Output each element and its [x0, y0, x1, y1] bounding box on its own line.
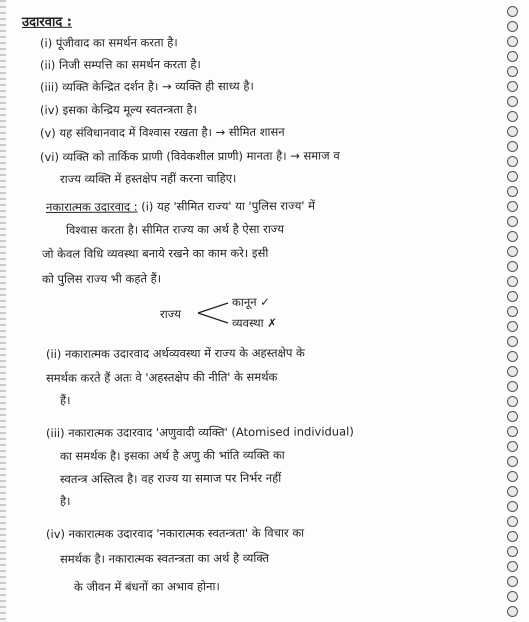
spiral-hole — [507, 186, 518, 197]
spiral-hole — [507, 441, 518, 452]
point-6-continued-text: राज्य व्यक्ति में हस्तक्षेप नहीं करना चाहिए। — [59, 171, 237, 186]
spiral-hole — [507, 336, 518, 347]
point-5-number: (v) — [39, 125, 56, 140]
negative-point-2-line-1: (ii) नकारात्मक उदारवाद अर्थव्यवस्था में राज्य के अहस्तक्षेप के — [45, 345, 305, 361]
spiral-hole — [507, 6, 518, 17]
point-4 — [40, 102, 197, 118]
negative-section-line-1 — [46, 199, 315, 215]
spiral-hole — [507, 501, 518, 512]
spiral-hole — [507, 261, 518, 272]
spiral-hole — [507, 606, 518, 617]
diagram-branch-order: व्यवस्था ✗ — [231, 315, 277, 330]
state-diagram — [160, 293, 360, 333]
negative-point-4-line-1: (iv) नकारात्मक उदारवाद 'नकारात्मक स्वतन्त्रता' के विचार का — [45, 525, 305, 541]
negative-point-3-line-4: है। — [59, 493, 71, 508]
point-6 — [40, 148, 340, 165]
spiral-hole — [507, 81, 518, 92]
negative-point-2-line-2: समर्थक करते हैं अतः वे 'अहस्तक्षेप की नीति' के समर्थक — [45, 369, 278, 385]
spiral-hole — [507, 21, 518, 32]
negative-section-title: नकारात्मक उदारवाद : — [45, 199, 138, 214]
spiral-hole — [507, 51, 518, 62]
heading: उदारवाद : — [21, 14, 72, 30]
spiral-hole — [507, 486, 518, 497]
spiral-hole — [507, 456, 518, 467]
point-4-number: (iv) — [39, 102, 60, 117]
negative-section-line-2: विश्वास करता है। सीमित राज्य का अर्थ है ऐसा राज्य — [65, 221, 285, 237]
spiral-hole — [507, 381, 518, 392]
diagram-branch-law: कानून ✓ — [231, 294, 270, 309]
spiral-hole — [507, 111, 518, 122]
negative-point-3-line-1: (iii) नकारात्मक उदारवाद 'अणुवादी व्यक्ति' (Atomised individual) — [45, 424, 354, 440]
point-2 — [40, 57, 201, 73]
spiral-hole — [507, 591, 518, 602]
spiral-hole — [507, 291, 518, 302]
spiral-hole — [507, 201, 518, 212]
point-2-number: (ii) — [39, 57, 56, 72]
spiral-binding — [507, 0, 521, 622]
page-left-edge — [0, 0, 6, 622]
spiral-hole — [507, 516, 518, 527]
point-1-number: (i) — [39, 35, 53, 50]
spiral-hole — [507, 171, 518, 182]
spiral-hole — [507, 366, 518, 377]
negative-section-line-3: जो केवल विधि व्यवस्था बनाये रखने का काम करे। इसी — [41, 245, 269, 261]
spiral-hole — [507, 96, 518, 107]
negative-point-3-line-2: का समर्थक है। इसका अर्थ है अणु की भांति व्यक्ति का — [59, 447, 285, 463]
point-1 — [40, 35, 178, 51]
spiral-hole — [507, 246, 518, 257]
spiral-hole — [507, 306, 518, 317]
spiral-hole — [507, 576, 518, 587]
negative-point-1-start: (i) यह 'सीमित राज्य' या 'पुलिस राज्य' में — [141, 198, 316, 214]
spiral-hole — [507, 396, 518, 407]
point-4-text: इसका केन्द्रिय मूल्य स्वतन्त्रता है। — [62, 102, 197, 117]
spiral-hole — [507, 66, 518, 77]
point-5-text: यह संविधानवाद में विश्वास रखता है। → सीमित शासन — [59, 124, 285, 140]
spiral-hole — [507, 411, 518, 422]
point-6-text: व्यक्ति को तार्किक प्राणी (विवेकशील प्राणी) मानता है। → समाज व — [62, 148, 340, 164]
point-6-number: (vi) — [39, 149, 60, 164]
point-5 — [40, 125, 285, 141]
spiral-hole — [507, 216, 518, 227]
negative-point-4-line-3: के जीवन में बंधनों का अभाव होना। — [73, 579, 220, 594]
spiral-hole — [507, 126, 518, 137]
point-2-text: निजी सम्पत्ति का समर्थन करता है। — [58, 57, 201, 72]
point-3-number: (iii) — [39, 79, 59, 94]
spiral-hole — [507, 321, 518, 332]
diagram-root: राज्य — [159, 306, 181, 321]
spiral-hole — [507, 141, 518, 152]
spiral-hole — [507, 546, 518, 557]
point-6-continued — [60, 171, 236, 187]
negative-point-4-line-2: समर्थक है। नकारात्मक स्वतन्त्रता का अर्थ है व्यक्ति — [59, 550, 270, 566]
spiral-hole — [507, 276, 518, 287]
spiral-hole — [507, 561, 518, 572]
spiral-hole — [507, 471, 518, 482]
point-3-text: व्यक्ति केन्द्रित दर्शन है। → व्यक्ति ही साध्य है। — [62, 78, 254, 94]
negative-point-3-line-3: स्वतन्त्र अस्तित्व है। वह राज्य या समाज पर निर्भर नहीं — [59, 470, 282, 486]
spiral-hole — [507, 426, 518, 437]
spiral-hole — [507, 36, 518, 47]
spiral-hole — [507, 231, 518, 242]
spiral-hole — [507, 531, 518, 542]
negative-point-2-line-3: हैं। — [59, 392, 71, 407]
negative-section-line-4: को पुलिस राज्य भी कहते हैं। — [41, 271, 162, 286]
point-1-text: पूंजीवाद का समर्थन करता है। — [55, 35, 178, 50]
spiral-hole — [507, 156, 518, 167]
point-3 — [40, 79, 254, 95]
spiral-hole — [507, 351, 518, 362]
